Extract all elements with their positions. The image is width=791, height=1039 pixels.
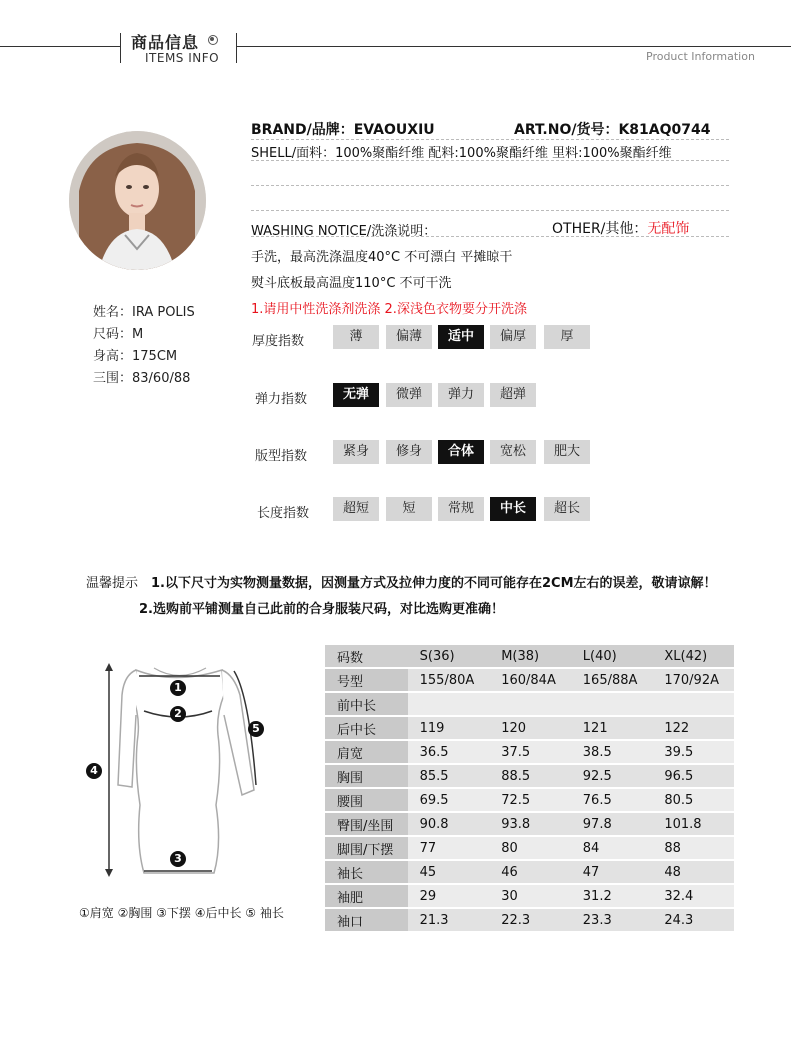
table-row bbox=[325, 837, 734, 859]
table-cell: 76.5 bbox=[571, 789, 653, 811]
table-cell: 48 bbox=[652, 861, 734, 883]
table-cell: 24.3 bbox=[652, 909, 734, 931]
index-option: 超长 bbox=[544, 497, 590, 521]
index-option: 偏薄 bbox=[386, 325, 432, 349]
table-cell: 120 bbox=[489, 717, 571, 739]
table-cell: 后中长 bbox=[325, 717, 408, 739]
table-cell bbox=[652, 693, 734, 715]
table-cell: 170/92A bbox=[652, 669, 734, 691]
marker-5: 5 bbox=[248, 721, 264, 737]
table-cell: 32.4 bbox=[652, 885, 734, 907]
table-cell: 36.5 bbox=[408, 741, 490, 763]
table-header-cell: XL(42) bbox=[652, 645, 734, 667]
table-cell: 前中长 bbox=[325, 693, 408, 715]
index-option: 肥大 bbox=[544, 440, 590, 464]
table-cell: 22.3 bbox=[489, 909, 571, 931]
header-dot-icon bbox=[208, 35, 218, 45]
other-value: 无配饰 bbox=[647, 221, 690, 237]
index-option: 紧身 bbox=[333, 440, 379, 464]
table-cell: 96.5 bbox=[652, 765, 734, 787]
table-cell: 92.5 bbox=[571, 765, 653, 787]
size-table bbox=[325, 643, 734, 933]
divider bbox=[251, 160, 729, 161]
table-cell: 47 bbox=[571, 861, 653, 883]
table-header-cell: S(36) bbox=[408, 645, 490, 667]
table-cell: 121 bbox=[571, 717, 653, 739]
table-cell: 80.5 bbox=[652, 789, 734, 811]
index-option-selected: 中长 bbox=[490, 497, 536, 521]
header-subtitle: ITEMS INFO bbox=[145, 51, 220, 65]
table-cell: 21.3 bbox=[408, 909, 490, 931]
index-label-thickness: 厚度指数 bbox=[252, 334, 305, 349]
tips-line-2: 2.选购前平铺测量自己此前的合身服装尺码，对比选购更准确！ bbox=[139, 602, 504, 617]
table-cell: 160/84A bbox=[489, 669, 571, 691]
table-row bbox=[325, 909, 734, 931]
table-row bbox=[325, 885, 734, 907]
divider bbox=[251, 185, 729, 186]
index-option: 修身 bbox=[386, 440, 432, 464]
table-cell: 69.5 bbox=[408, 789, 490, 811]
diagram-legend: ①肩宽 ②胸围 ③下摆 ④后中长 ⑤ 袖长 bbox=[79, 906, 284, 920]
index-option: 超短 bbox=[333, 497, 379, 521]
table-cell bbox=[571, 693, 653, 715]
wash-line-2: 熨斗底板最高温度110°C 不可干洗 bbox=[251, 276, 452, 291]
divider bbox=[251, 210, 729, 211]
index-option-selected: 合体 bbox=[438, 440, 484, 464]
table-row bbox=[325, 717, 734, 739]
tips-label: 温馨提示 bbox=[86, 576, 139, 591]
other-label-text: OTHER/其他： bbox=[552, 221, 648, 237]
table-cell: 155/80A bbox=[408, 669, 490, 691]
table-row bbox=[325, 861, 734, 883]
header-divider-left bbox=[120, 33, 121, 63]
table-cell: 88.5 bbox=[489, 765, 571, 787]
table-cell: 38.5 bbox=[571, 741, 653, 763]
table-row bbox=[325, 741, 734, 763]
table-cell: 30 bbox=[489, 885, 571, 907]
table-header-cell: L(40) bbox=[571, 645, 653, 667]
marker-3: 3 bbox=[170, 851, 186, 867]
table-cell: 胸围 bbox=[325, 765, 408, 787]
table-cell: 腰围 bbox=[325, 789, 408, 811]
table-cell: 臀围/坐围 bbox=[325, 813, 408, 835]
table-cell: 72.5 bbox=[489, 789, 571, 811]
table-header-cell: M(38) bbox=[489, 645, 571, 667]
table-cell: 165/88A bbox=[571, 669, 653, 691]
table-cell: 84 bbox=[571, 837, 653, 859]
index-label-length: 长度指数 bbox=[257, 506, 310, 521]
index-option: 偏厚 bbox=[490, 325, 536, 349]
table-row bbox=[325, 813, 734, 835]
table-cell: 88 bbox=[652, 837, 734, 859]
index-option: 超弹 bbox=[490, 383, 536, 407]
table-cell: 90.8 bbox=[408, 813, 490, 835]
index-label-elasticity: 弹力指数 bbox=[255, 392, 308, 407]
table-cell: 袖肥 bbox=[325, 885, 408, 907]
table-cell: 46 bbox=[489, 861, 571, 883]
table-cell: 号型 bbox=[325, 669, 408, 691]
table-cell: 97.8 bbox=[571, 813, 653, 835]
model-name: 姓名：IRA POLIS bbox=[93, 305, 195, 320]
shell-text: SHELL/面料：100%聚酯纤维 配料:100%聚酯纤维 里料:100%聚酯纤维 bbox=[251, 146, 672, 161]
index-option: 宽松 bbox=[490, 440, 536, 464]
table-cell: 80 bbox=[489, 837, 571, 859]
model-portrait bbox=[69, 131, 206, 270]
index-option-selected: 适中 bbox=[438, 325, 484, 349]
index-option: 常规 bbox=[438, 497, 484, 521]
table-header-cell: 码数 bbox=[325, 645, 408, 667]
art-no-text: ART.NO/货号：K81AQ0744 bbox=[514, 122, 711, 138]
table-header-row bbox=[325, 645, 734, 667]
other-label bbox=[552, 218, 689, 238]
table-cell: 袖长 bbox=[325, 861, 408, 883]
table-cell: 101.8 bbox=[652, 813, 734, 835]
table-row bbox=[325, 693, 734, 715]
table-cell: 77 bbox=[408, 837, 490, 859]
brand-text: BRAND/品牌：EVAOUXIU bbox=[251, 122, 435, 138]
header-line-left bbox=[0, 46, 120, 47]
table-row bbox=[325, 669, 734, 691]
table-cell: 31.2 bbox=[571, 885, 653, 907]
index-option: 微弹 bbox=[386, 383, 432, 407]
table-cell: 45 bbox=[408, 861, 490, 883]
divider bbox=[251, 236, 729, 237]
wash-note: 1.请用中性洗涤剂洗涤 2.深浅色衣物要分开洗涤 bbox=[251, 302, 527, 317]
marker-2: 2 bbox=[170, 706, 186, 722]
table-cell: 93.8 bbox=[489, 813, 571, 835]
table-cell bbox=[489, 693, 571, 715]
table-cell: 37.5 bbox=[489, 741, 571, 763]
index-option: 薄 bbox=[333, 325, 379, 349]
table-cell: 袖口 bbox=[325, 909, 408, 931]
table-row bbox=[325, 765, 734, 787]
table-cell bbox=[408, 693, 490, 715]
washing-label: WASHING NOTICE/洗涤说明： bbox=[251, 224, 437, 239]
table-cell: 29 bbox=[408, 885, 490, 907]
header-divider-right bbox=[236, 33, 237, 63]
index-option: 短 bbox=[386, 497, 432, 521]
tips-line-1: 1.以下尺寸为实物测量数据，因测量方式及拉伸力度的不同可能存在2CM左右的误差，敬请谅解！ bbox=[151, 576, 717, 591]
model-measurements: 三围：83/60/88 bbox=[93, 371, 191, 386]
index-option-selected: 无弹 bbox=[333, 383, 379, 407]
index-option: 厚 bbox=[544, 325, 590, 349]
header-line-right bbox=[236, 46, 791, 47]
header-title: 商品信息 bbox=[131, 33, 200, 52]
table-cell: 脚围/下摆 bbox=[325, 837, 408, 859]
model-height: 身高：175CM bbox=[93, 349, 178, 364]
marker-1: 1 bbox=[170, 680, 186, 696]
table-cell: 122 bbox=[652, 717, 734, 739]
marker-4: 4 bbox=[86, 763, 102, 779]
table-cell: 85.5 bbox=[408, 765, 490, 787]
table-cell: 39.5 bbox=[652, 741, 734, 763]
header-right-text: Product Information bbox=[646, 50, 755, 63]
table-cell: 23.3 bbox=[571, 909, 653, 931]
index-option: 弹力 bbox=[438, 383, 484, 407]
table-cell: 肩宽 bbox=[325, 741, 408, 763]
index-label-fit: 版型指数 bbox=[255, 449, 308, 464]
model-size: 尺码：M bbox=[93, 327, 144, 342]
wash-line-1: 手洗，最高洗涤温度40°C 不可漂白 平摊晾干 bbox=[251, 250, 513, 265]
model-info bbox=[93, 302, 195, 390]
divider bbox=[251, 139, 729, 140]
table-row bbox=[325, 789, 734, 811]
table-cell: 119 bbox=[408, 717, 490, 739]
